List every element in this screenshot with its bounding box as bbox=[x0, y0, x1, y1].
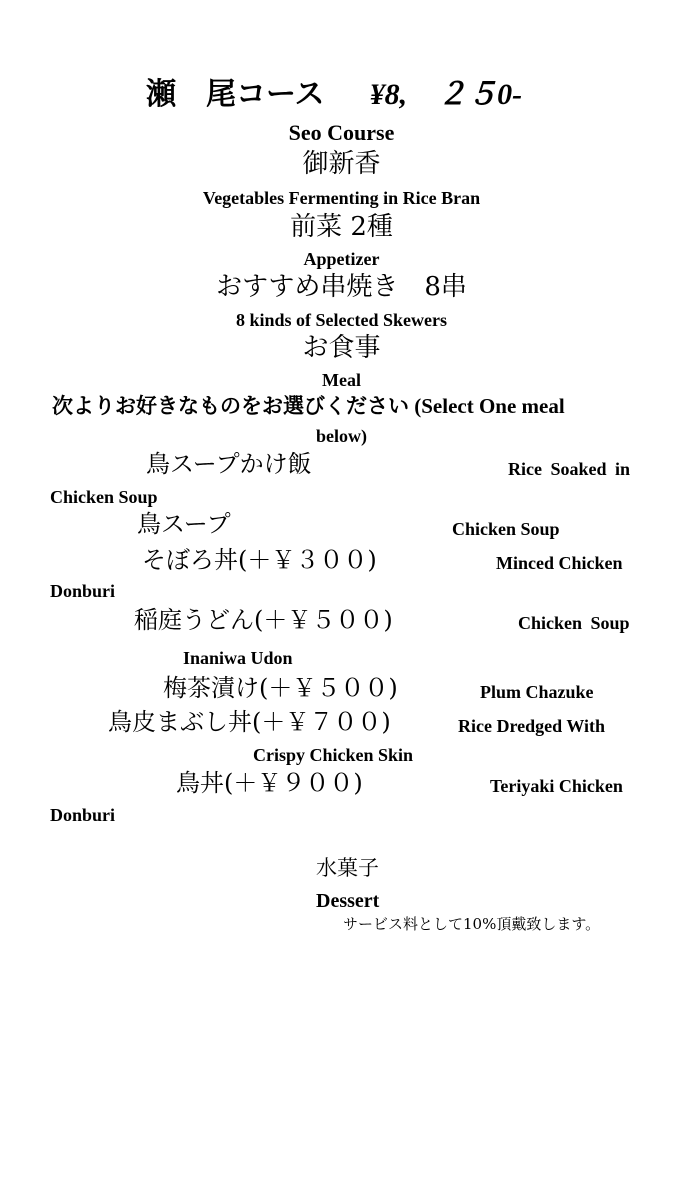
meal-option-jp: 梅茶漬け(＋￥５００) bbox=[163, 674, 398, 702]
section-skewers-en: 8 kinds of Selected Skewers bbox=[236, 310, 447, 330]
course-title-en: Seo Course bbox=[288, 120, 395, 145]
dessert-jp: 水菓子 bbox=[316, 856, 379, 880]
meal-option-en-cont: Donburi bbox=[50, 805, 116, 825]
course-price: ¥8, ２５0- bbox=[369, 78, 523, 111]
meal-option-en-cont: Crispy Chicken Skin bbox=[253, 745, 414, 765]
meal-option-jp: 鳥スープ bbox=[137, 510, 231, 538]
meal-option-jp: そぼろ丼(＋￥３００) bbox=[142, 546, 377, 574]
meal-option-en: Teriyaki Chicken bbox=[490, 776, 623, 796]
meal-option-jp: 稲庭うどん(＋￥５００) bbox=[134, 606, 393, 634]
meal-option-en: Plum Chazuke bbox=[480, 682, 594, 702]
meal-option-jp: 鳥皮まぶし丼(＋￥７００) bbox=[108, 708, 391, 736]
section-meal-jp: お食事 bbox=[302, 333, 381, 363]
meal-instruction-line2: below) bbox=[316, 426, 367, 446]
meal-option-jp: 鳥丼(＋￥９００) bbox=[176, 769, 363, 797]
meal-instruction-line1: 次よりお好きなものをお選びください (Select One meal bbox=[52, 394, 565, 418]
meal-option-en-cont: Chicken Soup bbox=[50, 487, 158, 507]
meal-option-en: Rice Soaked in bbox=[508, 459, 631, 479]
section-appetizer-jp: 前菜 2種 bbox=[290, 212, 393, 242]
meal-option-en: Chicken Soup bbox=[452, 519, 560, 539]
course-title bbox=[146, 77, 523, 112]
meal-option-en: Rice Dredged With bbox=[458, 716, 605, 736]
section-skewers-jp: おすすめ串焼き 8串 bbox=[216, 272, 467, 302]
section-pickles-en: Vegetables Fermenting in Rice Bran bbox=[202, 188, 481, 208]
section-appetizer-en: Appetizer bbox=[303, 249, 380, 269]
section-meal-en: Meal bbox=[322, 370, 361, 390]
meal-option-en: Minced Chicken bbox=[496, 553, 623, 573]
meal-option-en: Chicken Soup bbox=[518, 613, 630, 633]
meal-option-en-cont: Donburi bbox=[50, 581, 116, 601]
section-pickles-jp: 御新香 bbox=[302, 149, 381, 179]
meal-option-en-cont: Inaniwa Udon bbox=[183, 648, 293, 668]
service-charge-note: サービス料として10%頂戴致します。 bbox=[343, 915, 601, 933]
meal-option-jp: 鳥スープかけ飯 bbox=[146, 450, 312, 478]
dessert-en: Dessert bbox=[316, 890, 380, 912]
course-title-jp: 瀬 尾コース bbox=[146, 77, 325, 112]
